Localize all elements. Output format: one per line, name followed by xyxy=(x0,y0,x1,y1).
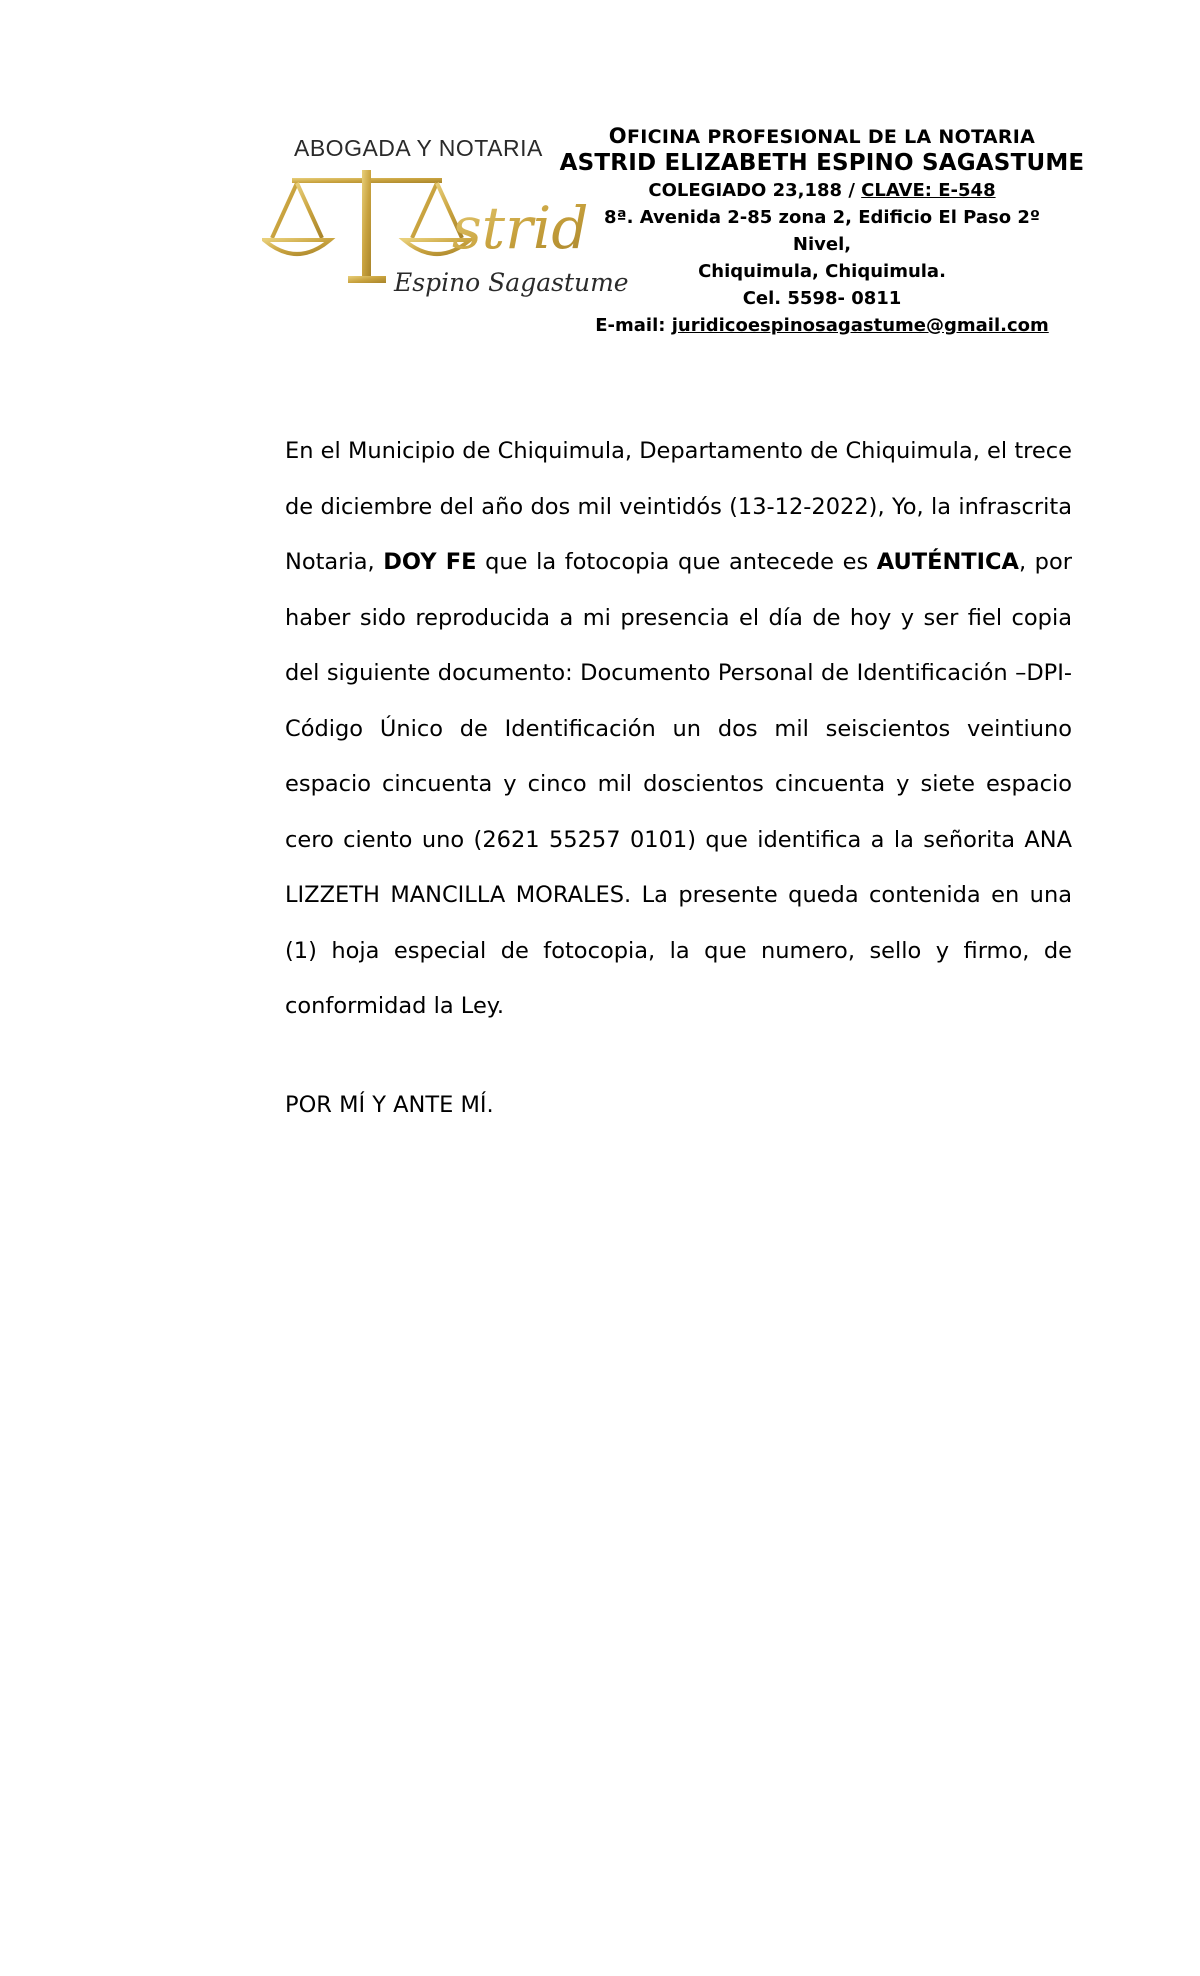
colegiado-line xyxy=(548,177,1096,204)
notary-name: ASTRID ELIZABETH ESPINO SAGASTUME xyxy=(559,150,1085,176)
office-title xyxy=(548,124,1096,149)
clave-number: CLAVE: E-548 xyxy=(861,180,996,201)
body-text-1: En el Municipio de Chiquimula, Departamento de Chiquimula, el trece de diciembre del año dos mil veintidós (13-12-2022), Yo, la infrascrita Notaria, xyxy=(285,438,1072,575)
email-label: E-mail: xyxy=(595,315,672,336)
logo-script-word: strid xyxy=(452,194,589,262)
email-line xyxy=(548,312,1096,339)
certification-text xyxy=(285,424,1072,1035)
city-line: Chiquimula, Chiquimula. xyxy=(698,261,946,282)
address-line-2: Nivel, xyxy=(792,234,852,255)
phone-line: Cel. 5598- 0811 xyxy=(742,288,902,309)
office-title-rest: FICINA PROFESIONAL DE LA NOTARIA xyxy=(626,126,1036,148)
certification-paragraph xyxy=(285,424,1072,1035)
body-text-2: que la fotocopia que antecede es xyxy=(476,549,877,575)
letterhead xyxy=(548,124,1096,339)
logo-title: ABOGADA Y NOTARIA xyxy=(294,135,543,161)
autentica-bold: AUTÉNTICA xyxy=(876,549,1019,575)
closing-formula: POR MÍ Y ANTE MÍ. xyxy=(285,1092,494,1118)
email-link[interactable]: juridicoespinosagastume@gmail.com xyxy=(671,315,1049,336)
body-text-3: , por haber sido reproducida a mi presencia el día de hoy y ser fiel copia del siguiente documento: Documento Personal de Identificación –DPI- Código Único de Identificación un dos mil seiscientos veintiuno espacio cincuenta y cinco mil doscientos cincuenta y siete espacio cero ciento uno (2621 55257 0101) que identifica a la señorita ANA LIZZETH MANCILLA MORALES. La presente queda contenida en una (1) hoja especial de fotocopia, la que numero, sello y firmo, de conformidad la Ley. xyxy=(285,549,1072,1019)
colegiado-number: COLEGIADO 23,188 / xyxy=(648,180,862,201)
address-line-1: 8ª. Avenida 2-85 zona 2, Edificio El Paso 2º xyxy=(603,207,1041,228)
office-title-initial: O xyxy=(608,124,627,148)
logo-surname: Espino Sagastume xyxy=(394,268,629,297)
doy-fe-bold: DOY FE xyxy=(383,549,477,575)
